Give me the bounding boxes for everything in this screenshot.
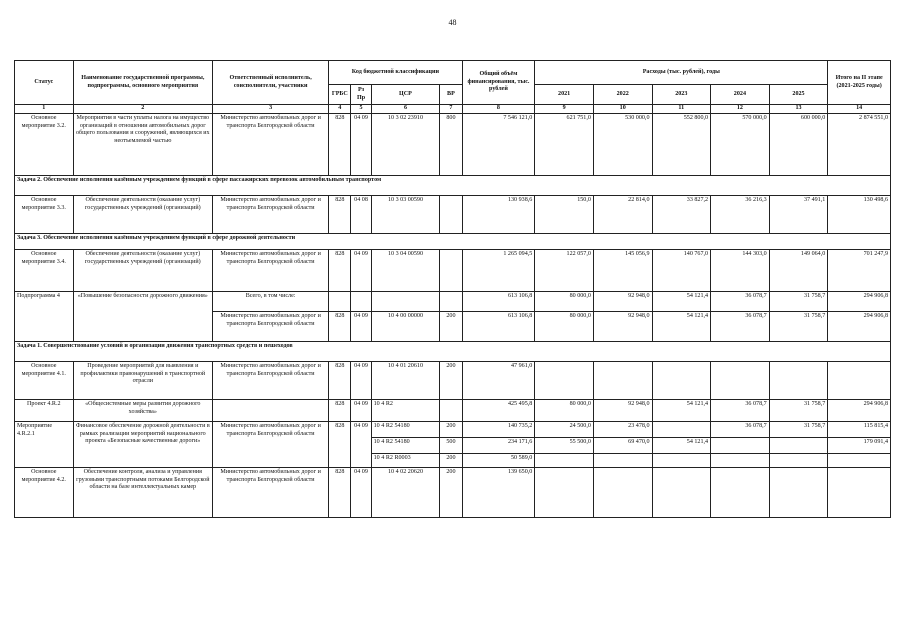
row-grbs: 828 bbox=[329, 250, 351, 292]
row-vr: 200 bbox=[440, 468, 462, 518]
row-csr: 10 3 04 00590 bbox=[371, 250, 440, 292]
financing-table bbox=[14, 60, 891, 518]
col-num: 11 bbox=[652, 105, 711, 114]
row-status: Основное мероприятие 4.1. bbox=[15, 362, 74, 400]
row-2024: 36 078,7 bbox=[711, 292, 770, 312]
table-row bbox=[15, 468, 891, 518]
row-grbs: 828 bbox=[329, 196, 351, 234]
row-itog: 294 906,8 bbox=[828, 400, 891, 422]
row-csr: 10 4 R2 54180 bbox=[371, 438, 440, 454]
row-2022: 145 056,9 bbox=[593, 250, 652, 292]
row-2023: 54 121,4 bbox=[652, 438, 711, 454]
row-name: Финансовое обеспечение дорожной деятельности в рамках реализации мероприятий национального проекта «Безопасные качественные дороги» bbox=[73, 422, 212, 468]
row-name: Мероприятия в части уплаты налога на имущество организаций в отношении автомобильных дорог общего пользования и сооружений, являющихся их неотъемлемой частью bbox=[73, 114, 212, 176]
row-2021: 150,0 bbox=[535, 196, 594, 234]
col-num: 13 bbox=[769, 105, 828, 114]
row-2025: 37 491,1 bbox=[769, 196, 828, 234]
row-2025 bbox=[769, 438, 828, 454]
row-status: Проект 4.R.2 bbox=[15, 400, 74, 422]
header-year-2023: 2023 bbox=[652, 85, 711, 105]
row-executor: Министерство автомобильных дорог и транспорта Белгородской области bbox=[213, 362, 329, 400]
task-row bbox=[15, 342, 891, 362]
row-grbs: 828 bbox=[329, 422, 351, 468]
row-2025: 31 758,7 bbox=[769, 422, 828, 438]
row-2023: 54 121,4 bbox=[652, 312, 711, 342]
row-csr: 10 4 02 20620 bbox=[371, 468, 440, 518]
row-total: 50 589,0 bbox=[462, 454, 535, 468]
row-2025: 31 758,7 bbox=[769, 292, 828, 312]
row-vr bbox=[440, 250, 462, 292]
empty-cell bbox=[828, 468, 891, 518]
row-2022: 92 948,0 bbox=[593, 292, 652, 312]
table-row bbox=[15, 250, 891, 292]
row-name: Проведение мероприятий для выявления и профилактики правонарушений в транспортной отрасли bbox=[73, 362, 212, 400]
row-2025: 31 758,7 bbox=[769, 400, 828, 422]
row-grbs: 828 bbox=[329, 114, 351, 176]
empty-cell bbox=[711, 454, 770, 468]
column-number-row bbox=[15, 105, 891, 114]
header-executor: Ответственный исполнитель, соисполнители, участники bbox=[213, 61, 329, 105]
row-vr bbox=[440, 196, 462, 234]
row-vr: 800 bbox=[440, 114, 462, 176]
row-name: «Общесистемные меры развития дорожного хозяйства» bbox=[73, 400, 212, 422]
header-year-2022: 2022 bbox=[593, 85, 652, 105]
row-vr: 500 bbox=[440, 438, 462, 454]
row-2024: 36 078,7 bbox=[711, 312, 770, 342]
empty-cell bbox=[535, 468, 594, 518]
row-executor: Министерство автомобильных дорог и транспорта Белгородской области bbox=[213, 114, 329, 176]
row-csr: 10 4 R2 54180 bbox=[371, 422, 440, 438]
row-all-label: Всего, в том числе: bbox=[213, 292, 329, 312]
empty-cell bbox=[652, 362, 711, 400]
row-rz: 04 09 bbox=[351, 114, 371, 176]
row-2024: 570 000,0 bbox=[711, 114, 770, 176]
row-itog: 130 498,6 bbox=[828, 196, 891, 234]
row-vr: 200 bbox=[440, 312, 462, 342]
empty-cell bbox=[351, 292, 371, 312]
header-budget-code: Код бюджетной классификации bbox=[329, 61, 462, 85]
row-total: 7 546 121,0 bbox=[462, 114, 535, 176]
row-2021: 122 057,0 bbox=[535, 250, 594, 292]
row-2023 bbox=[652, 422, 711, 438]
row-total: 425 495,8 bbox=[462, 400, 535, 422]
header-total: Общий объём финансирования, тыс. рублей bbox=[462, 61, 535, 105]
table-row bbox=[15, 422, 891, 438]
row-itog: 701 247,9 bbox=[828, 250, 891, 292]
row-2024: 36 078,7 bbox=[711, 422, 770, 438]
empty-cell bbox=[711, 362, 770, 400]
row-total: 234 171,6 bbox=[462, 438, 535, 454]
empty-cell bbox=[593, 454, 652, 468]
table-row bbox=[15, 292, 891, 312]
col-num: 10 bbox=[593, 105, 652, 114]
row-grbs: 828 bbox=[329, 362, 351, 400]
row-2022: 92 948,0 bbox=[593, 400, 652, 422]
row-name: «Повышение безопасности дорожного движения» bbox=[73, 292, 212, 342]
row-executor: Министерство автомобильных дорог и транспорта Белгородской области bbox=[213, 250, 329, 292]
row-2021: 80 000,0 bbox=[535, 292, 594, 312]
empty-cell bbox=[828, 362, 891, 400]
task-1-title: Задача 1. Совершенствование условий и организации движения транспортных средств и пешеходов bbox=[15, 342, 891, 362]
row-itog: 2 874 551,0 bbox=[828, 114, 891, 176]
row-total: 613 106,8 bbox=[462, 292, 535, 312]
row-2021: 621 751,0 bbox=[535, 114, 594, 176]
row-executor: Министерство автомобильных дорог и транспорта Белгородской области bbox=[213, 422, 329, 468]
row-2021: 55 500,0 bbox=[535, 438, 594, 454]
row-2022: 530 000,0 bbox=[593, 114, 652, 176]
row-2024: 36 078,7 bbox=[711, 400, 770, 422]
header-status: Статус bbox=[15, 61, 74, 105]
header-vr: ВР bbox=[440, 85, 462, 105]
empty-cell bbox=[711, 468, 770, 518]
row-status: Подпрограмма 4 bbox=[15, 292, 74, 342]
row-vr: 200 bbox=[440, 454, 462, 468]
header-row-1 bbox=[15, 61, 891, 85]
table-row bbox=[15, 196, 891, 234]
row-itog: 294 906,8 bbox=[828, 292, 891, 312]
row-csr: 10 4 R2 bbox=[371, 400, 440, 422]
empty-cell bbox=[593, 468, 652, 518]
row-2025: 600 000,0 bbox=[769, 114, 828, 176]
row-2022: 22 814,0 bbox=[593, 196, 652, 234]
row-itog: 115 815,4 bbox=[828, 422, 891, 438]
col-num: 2 bbox=[73, 105, 212, 114]
task-2-title: Задача 2. Обеспечение исполнения казённым учреждением функций в сфере пассажирских перевозок автомобильным транспортом bbox=[15, 176, 891, 196]
row-status: Основное мероприятие 3.4. bbox=[15, 250, 74, 292]
header-grbs: ГРБС bbox=[329, 85, 351, 105]
row-rz: 04 09 bbox=[351, 400, 371, 422]
row-name: Обеспечение контроля, анализа и управления грузовыми транспортными потоками Белгородской области на базе интеллектуальных камер bbox=[73, 468, 212, 518]
row-grbs: 828 bbox=[329, 468, 351, 518]
row-status: Основное мероприятие 4.2. bbox=[15, 468, 74, 518]
col-num: 8 bbox=[462, 105, 535, 114]
row-vr: 200 bbox=[440, 362, 462, 400]
row-name: Обеспечение деятельности (оказание услуг) государственных учреждений (организаций) bbox=[73, 250, 212, 292]
row-2023: 33 827,2 bbox=[652, 196, 711, 234]
row-total: 1 265 094,5 bbox=[462, 250, 535, 292]
header-year-2024: 2024 bbox=[711, 85, 770, 105]
header-expenses: Расходы (тыс. рублей), годы bbox=[535, 61, 828, 85]
row-rz: 04 09 bbox=[351, 362, 371, 400]
row-2021: 24 500,0 bbox=[535, 422, 594, 438]
row-rz: 04 09 bbox=[351, 312, 371, 342]
header-year-2025: 2025 bbox=[769, 85, 828, 105]
row-grbs: 828 bbox=[329, 400, 351, 422]
table-row bbox=[15, 400, 891, 422]
header-csr: ЦСР bbox=[371, 85, 440, 105]
header-name: Наименование государственной программы, подпрограммы, основного мероприятия bbox=[73, 61, 212, 105]
empty-cell bbox=[652, 454, 711, 468]
row-2024 bbox=[711, 438, 770, 454]
row-total: 130 938,6 bbox=[462, 196, 535, 234]
row-csr: 10 4 00 00000 bbox=[371, 312, 440, 342]
row-2021: 80 000,0 bbox=[535, 400, 594, 422]
col-num: 3 bbox=[213, 105, 329, 114]
row-2021: 80 000,0 bbox=[535, 312, 594, 342]
row-name: Обеспечение деятельности (оказание услуг) государственных учреждений (организаций) bbox=[73, 196, 212, 234]
row-vr: 200 bbox=[440, 422, 462, 438]
row-rz: 04 09 bbox=[351, 250, 371, 292]
row-2022: 69 470,0 bbox=[593, 438, 652, 454]
row-total: 140 735,2 bbox=[462, 422, 535, 438]
empty-cell bbox=[440, 292, 462, 312]
row-csr: 10 4 R2 R0003 bbox=[371, 454, 440, 468]
col-num: 14 bbox=[828, 105, 891, 114]
row-total: 613 106,8 bbox=[462, 312, 535, 342]
col-num: 5 bbox=[351, 105, 371, 114]
row-2022: 23 478,0 bbox=[593, 422, 652, 438]
row-2024: 36 216,3 bbox=[711, 196, 770, 234]
row-2023: 552 800,0 bbox=[652, 114, 711, 176]
col-num: 9 bbox=[535, 105, 594, 114]
empty-cell bbox=[769, 454, 828, 468]
header-itog: Итого на II этапе (2021-2025 годы) bbox=[828, 61, 891, 105]
empty-cell bbox=[371, 292, 440, 312]
header-rzpr: Рз Пр bbox=[351, 85, 371, 105]
row-rz: 04 09 bbox=[351, 422, 371, 468]
col-num: 4 bbox=[329, 105, 351, 114]
row-csr: 10 3 03 00590 bbox=[371, 196, 440, 234]
col-num: 6 bbox=[371, 105, 440, 114]
row-2024: 144 303,0 bbox=[711, 250, 770, 292]
row-grbs: 828 bbox=[329, 312, 351, 342]
row-status: Мероприятие 4.R.2.1 bbox=[15, 422, 74, 468]
row-status: Основное мероприятие 3.2. bbox=[15, 114, 74, 176]
row-csr: 10 3 02 23910 bbox=[371, 114, 440, 176]
row-itog: 294 906,8 bbox=[828, 312, 891, 342]
empty-cell bbox=[329, 292, 351, 312]
row-executor: Министерство автомобильных дорог и транспорта Белгородской области bbox=[213, 312, 329, 342]
header-year-2021: 2021 bbox=[535, 85, 594, 105]
empty-cell bbox=[593, 362, 652, 400]
row-2025: 149 064,0 bbox=[769, 250, 828, 292]
empty-cell bbox=[213, 400, 329, 422]
row-2023: 54 121,4 bbox=[652, 292, 711, 312]
row-itog: 179 091,4 bbox=[828, 438, 891, 454]
row-executor: Министерство автомобильных дорог и транспорта Белгородской области bbox=[213, 468, 329, 518]
row-2023: 140 767,0 bbox=[652, 250, 711, 292]
page-number: 48 bbox=[448, 18, 457, 27]
col-num: 7 bbox=[440, 105, 462, 114]
task-row bbox=[15, 234, 891, 250]
row-rz: 04 09 bbox=[351, 468, 371, 518]
row-total: 139 650,0 bbox=[462, 468, 535, 518]
table-row bbox=[15, 362, 891, 400]
row-status: Основное мероприятие 3.3. bbox=[15, 196, 74, 234]
row-total: 47 961,0 bbox=[462, 362, 535, 400]
row-2022: 92 948,0 bbox=[593, 312, 652, 342]
empty-cell bbox=[769, 362, 828, 400]
empty-cell bbox=[535, 454, 594, 468]
row-csr: 10 4 01 20610 bbox=[371, 362, 440, 400]
empty-cell bbox=[828, 454, 891, 468]
task-3-title: Задача 3. Обеспечение исполнения казённым учреждением функций в сфере дорожной деятельности bbox=[15, 234, 891, 250]
empty-cell bbox=[769, 468, 828, 518]
row-2025: 31 758,7 bbox=[769, 312, 828, 342]
col-num: 12 bbox=[711, 105, 770, 114]
empty-cell bbox=[535, 362, 594, 400]
task-row bbox=[15, 176, 891, 196]
empty-cell bbox=[652, 468, 711, 518]
empty-cell bbox=[440, 400, 462, 422]
row-executor: Министерство автомобильных дорог и транспорта Белгородской области bbox=[213, 196, 329, 234]
col-num: 1 bbox=[15, 105, 74, 114]
row-rz: 04 08 bbox=[351, 196, 371, 234]
row-2023: 54 121,4 bbox=[652, 400, 711, 422]
table-row bbox=[15, 114, 891, 176]
